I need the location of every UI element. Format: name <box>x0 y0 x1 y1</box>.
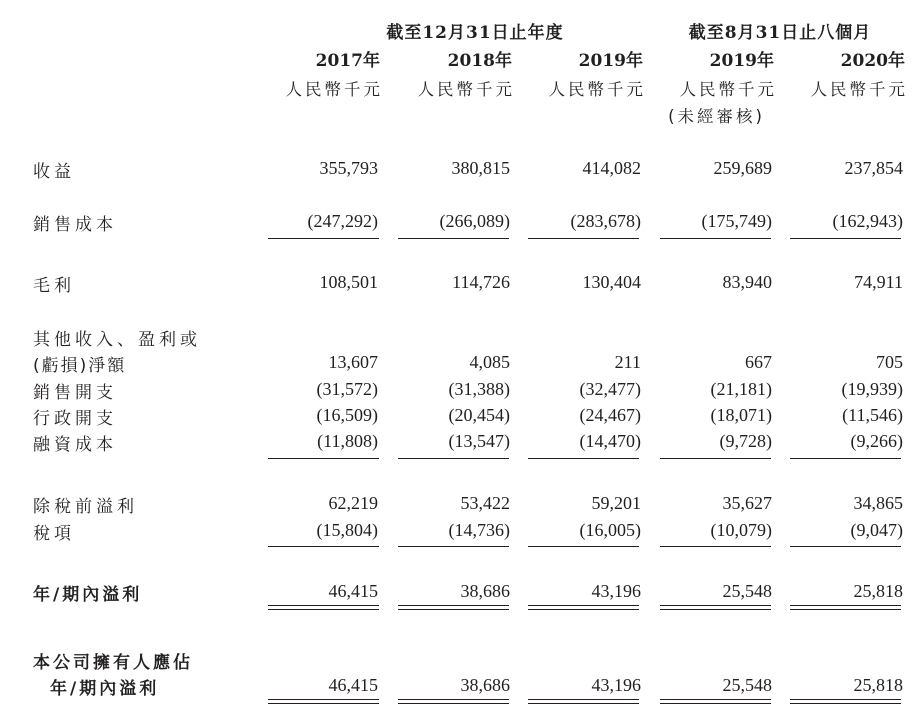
header-year-2: 2018年 <box>447 51 512 71</box>
cell-selling-expenses-col1: (31,572) <box>316 379 378 399</box>
cell-profit-for-period-col3: 43,196 <box>591 581 641 601</box>
rule-after-finance-costs-col4 <box>660 458 771 459</box>
cell-revenue-col3: 414,082 <box>582 158 641 178</box>
rule-after-attributable-second-col3 <box>528 703 639 704</box>
rule-after-attributable-second-col5 <box>790 703 901 704</box>
header-group-eight-months: 截至8月31日止八個月 <box>688 23 872 43</box>
row-label-profit-before-tax: 除稅前溢利 <box>33 497 138 517</box>
cell-profit-for-period-col4: 25,548 <box>722 581 772 601</box>
cell-finance-costs-col3: (14,470) <box>579 431 641 451</box>
cell-cost-of-sales-col2: (266,089) <box>439 211 510 231</box>
rule-after-attributable-col5 <box>790 699 901 700</box>
cell-tax-col5: (9,047) <box>850 520 903 540</box>
cell-revenue-col5: 237,854 <box>844 158 903 178</box>
cell-gross-profit-col1: 108,501 <box>319 272 378 292</box>
rule-after-profit-second-col3 <box>528 609 639 610</box>
cell-gross-profit-col5: 74,911 <box>854 272 903 292</box>
rule-after-attributable-second-col4 <box>660 703 771 704</box>
cell-profit-before-tax-col3: 59,201 <box>591 493 641 513</box>
row-label-admin-expenses: 行政開支 <box>33 409 117 429</box>
cell-profit-for-period-col2: 38,686 <box>460 581 510 601</box>
cell-cost-of-sales-col1: (247,292) <box>307 211 378 231</box>
cell-admin-expenses-col4: (18,071) <box>710 405 772 425</box>
cell-other-income-col1: 13,607 <box>328 352 378 372</box>
rule-after-tax-col1 <box>268 546 379 547</box>
cell-finance-costs-col1: (11,808) <box>317 431 378 451</box>
cell-tax-col1: (15,804) <box>316 520 378 540</box>
rule-after-profit-second-col1 <box>268 609 379 610</box>
row-label-other-income-line2: (虧損)淨額 <box>33 356 127 376</box>
rule-after-attributable-second-col2 <box>398 703 509 704</box>
cell-other-income-col5: 705 <box>876 352 903 372</box>
rule-after-profit-second-col2 <box>398 609 509 610</box>
cell-finance-costs-col4: (9,728) <box>719 431 772 451</box>
cell-gross-profit-col2: 114,726 <box>452 272 510 292</box>
cell-gross-profit-col4: 83,940 <box>722 272 772 292</box>
cell-attributable-profit-col1: 46,415 <box>328 675 378 695</box>
rule-after-profit-second-col4 <box>660 609 771 610</box>
cell-admin-expenses-col5: (11,546) <box>842 405 903 425</box>
rule-after-cost-of-sales-col2 <box>398 238 509 239</box>
rule-after-attributable-col3 <box>528 699 639 700</box>
row-label-selling-expenses: 銷售開支 <box>33 383 117 403</box>
header-year-4: 2019年 <box>709 51 774 71</box>
cell-profit-for-period-col1: 46,415 <box>328 581 378 601</box>
rule-after-profit-col3 <box>528 605 639 606</box>
cell-admin-expenses-col2: (20,454) <box>448 405 510 425</box>
cell-selling-expenses-col2: (31,388) <box>448 379 510 399</box>
rule-after-cost-of-sales-col4 <box>660 238 771 239</box>
header-year-3: 2019年 <box>578 51 643 71</box>
cell-profit-before-tax-col5: 34,865 <box>853 493 903 513</box>
cell-cost-of-sales-col3: (283,678) <box>570 211 641 231</box>
cell-tax-col4: (10,079) <box>710 520 772 540</box>
header-group-year-ended: 截至12月31日止年度 <box>386 23 564 43</box>
cell-attributable-profit-col5: 25,818 <box>853 675 903 695</box>
cell-admin-expenses-col1: (16,509) <box>316 405 378 425</box>
cell-revenue-col2: 380,815 <box>451 158 510 178</box>
row-label-gross-profit: 毛利 <box>33 276 75 296</box>
rule-after-attributable-col4 <box>660 699 771 700</box>
cell-profit-for-period-col5: 25,818 <box>853 581 903 601</box>
rule-after-cost-of-sales-col3 <box>528 238 639 239</box>
header-unit-3: 人民幣千元 <box>548 80 646 99</box>
rule-after-profit-col1 <box>268 605 379 606</box>
cell-tax-col3: (16,005) <box>579 520 641 540</box>
rule-after-finance-costs-col2 <box>398 458 509 459</box>
rule-after-cost-of-sales-col1 <box>268 238 379 239</box>
rule-after-attributable-col1 <box>268 699 379 700</box>
rule-after-finance-costs-col3 <box>528 458 639 459</box>
cell-tax-col2: (14,736) <box>448 520 510 540</box>
row-label-tax: 稅項 <box>33 524 75 544</box>
cell-gross-profit-col3: 130,404 <box>582 272 641 292</box>
rule-after-cost-of-sales-col5 <box>790 238 901 239</box>
row-label-finance-costs: 融資成本 <box>33 435 117 455</box>
header-year-5: 2020年 <box>840 51 905 71</box>
cell-attributable-profit-col4: 25,548 <box>722 675 772 695</box>
rule-after-tax-col3 <box>528 546 639 547</box>
cell-other-income-col3: 211 <box>614 352 641 372</box>
rule-after-tax-col2 <box>398 546 509 547</box>
rule-after-profit-col5 <box>790 605 901 606</box>
cell-selling-expenses-col4: (21,181) <box>710 379 772 399</box>
cell-other-income-col4: 667 <box>745 352 772 372</box>
rule-after-attributable-col2 <box>398 699 509 700</box>
cell-admin-expenses-col3: (24,467) <box>579 405 641 425</box>
cell-profit-before-tax-col4: 35,627 <box>722 493 772 513</box>
cell-cost-of-sales-col4: (175,749) <box>701 211 772 231</box>
header-unit-2: 人民幣千元 <box>417 80 515 99</box>
rule-after-tax-col5 <box>790 546 901 547</box>
header-unit-4: 人民幣千元 <box>679 80 777 99</box>
cell-attributable-profit-col3: 43,196 <box>591 675 641 695</box>
header-year-1: 2017年 <box>315 51 380 71</box>
cell-revenue-col1: 355,793 <box>319 158 378 178</box>
row-label-attributable-line2: 年/期內溢利 <box>50 679 160 699</box>
header-unit-5: 人民幣千元 <box>810 80 908 99</box>
cell-selling-expenses-col3: (32,477) <box>579 379 641 399</box>
row-label-attributable-line1: 本公司擁有人應佔 <box>33 653 193 673</box>
header-unit-1: 人民幣千元 <box>285 80 383 99</box>
cell-selling-expenses-col5: (19,939) <box>841 379 903 399</box>
rule-after-profit-col2 <box>398 605 509 606</box>
row-label-cost-of-sales: 銷售成本 <box>33 215 117 235</box>
cell-cost-of-sales-col5: (162,943) <box>832 211 903 231</box>
rule-after-finance-costs-col5 <box>790 458 901 459</box>
cell-attributable-profit-col2: 38,686 <box>460 675 510 695</box>
row-label-profit-for-period: 年/期內溢利 <box>33 585 143 605</box>
row-label-revenue: 收益 <box>33 162 75 182</box>
rule-after-profit-col4 <box>660 605 771 606</box>
cell-profit-before-tax-col2: 53,422 <box>460 493 510 513</box>
rule-after-attributable-second-col1 <box>268 703 379 704</box>
row-label-other-income-line1: 其他收入、盈利或 <box>33 330 201 350</box>
rule-after-finance-costs-col1 <box>268 458 379 459</box>
cell-other-income-col2: 4,085 <box>469 352 510 372</box>
rule-after-tax-col4 <box>660 546 771 547</box>
cell-revenue-col4: 259,689 <box>713 158 772 178</box>
rule-after-profit-second-col5 <box>790 609 901 610</box>
cell-finance-costs-col2: (13,547) <box>448 431 510 451</box>
cell-profit-before-tax-col1: 62,219 <box>328 493 378 513</box>
header-unaudited-note: (未經審核) <box>668 107 765 126</box>
cell-finance-costs-col5: (9,266) <box>850 431 903 451</box>
